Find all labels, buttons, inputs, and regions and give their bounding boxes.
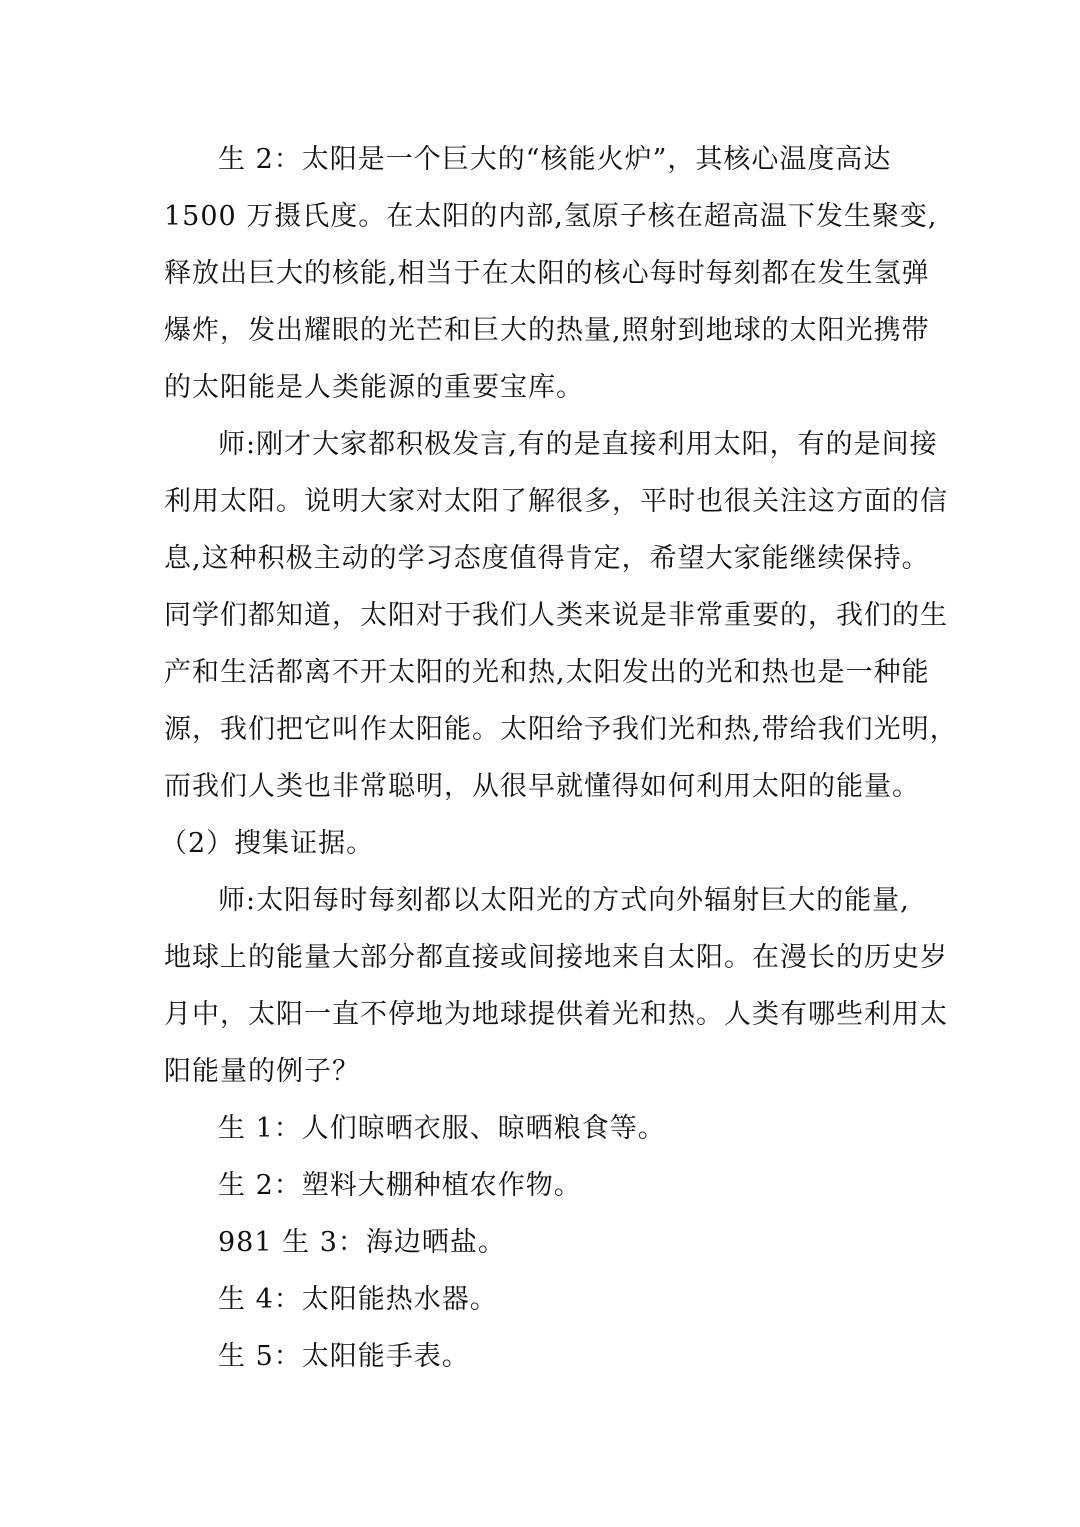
text-line: 地球上的能量大部分都直接或间接地来自太阳。在漫长的历史岁 bbox=[164, 942, 948, 973]
text-line: 同学们都知道，太阳对于我们人类来说是非常重要的，我们的生 bbox=[164, 600, 948, 631]
text-line: 阳能量的例子？ bbox=[164, 1056, 360, 1087]
text-line: 爆炸，发出耀眼的光芒和巨大的热量,照射到地球的太阳光携带 bbox=[164, 315, 930, 346]
text-line: 源，我们把它叫作太阳能。太阳给予我们光和热,带给我们光明， bbox=[164, 714, 958, 745]
text-line: 产和生活都离不开太阳的光和热,太阳发出的光和热也是一种能 bbox=[164, 657, 930, 688]
text-line: 生 2：塑料大棚种植农作物。 bbox=[218, 1170, 582, 1201]
text-line: 释放出巨大的核能,相当于在太阳的核心每时每刻都在发生氢弹 bbox=[164, 258, 930, 289]
section-heading: （2）搜集证据。 bbox=[160, 828, 375, 859]
text-line: 生 5：太阳能手表。 bbox=[218, 1341, 470, 1372]
text-line: 生 2：太阳是一个巨大的“核能火炉”，其核心温度高达 bbox=[218, 144, 892, 175]
text-line: 利用太阳。说明大家对太阳了解很多，平时也很关注这方面的信 bbox=[164, 486, 948, 517]
text-line: 而我们人类也非常聪明，从很早就懂得如何利用太阳的能量。 bbox=[164, 771, 920, 802]
text-line: 息,这种积极主动的学习态度值得肯定，希望大家能继续保持。 bbox=[164, 543, 930, 574]
text-line: 师:太阳每时每刻都以太阳光的方式向外辐射巨大的能量, bbox=[218, 885, 910, 916]
text-line: 981 生 3：海边晒盐。 bbox=[218, 1227, 506, 1258]
text-line: 月中，太阳一直不停地为地球提供着光和热。人类有哪些利用太 bbox=[164, 999, 948, 1030]
text-line: 生 4：太阳能热水器。 bbox=[218, 1284, 498, 1315]
text-line: 1500 万摄氏度。在太阳的内部,氢原子核在超高温下发生聚变, bbox=[164, 201, 938, 232]
text-line: 生 1：人们晾晒衣服、晾晒粮食等。 bbox=[218, 1113, 666, 1144]
text-line: 的太阳能是人类能源的重要宝库。 bbox=[164, 372, 584, 403]
text-line: 师:刚才大家都积极发言,有的是直接利用太阳，有的是间接 bbox=[218, 429, 938, 460]
